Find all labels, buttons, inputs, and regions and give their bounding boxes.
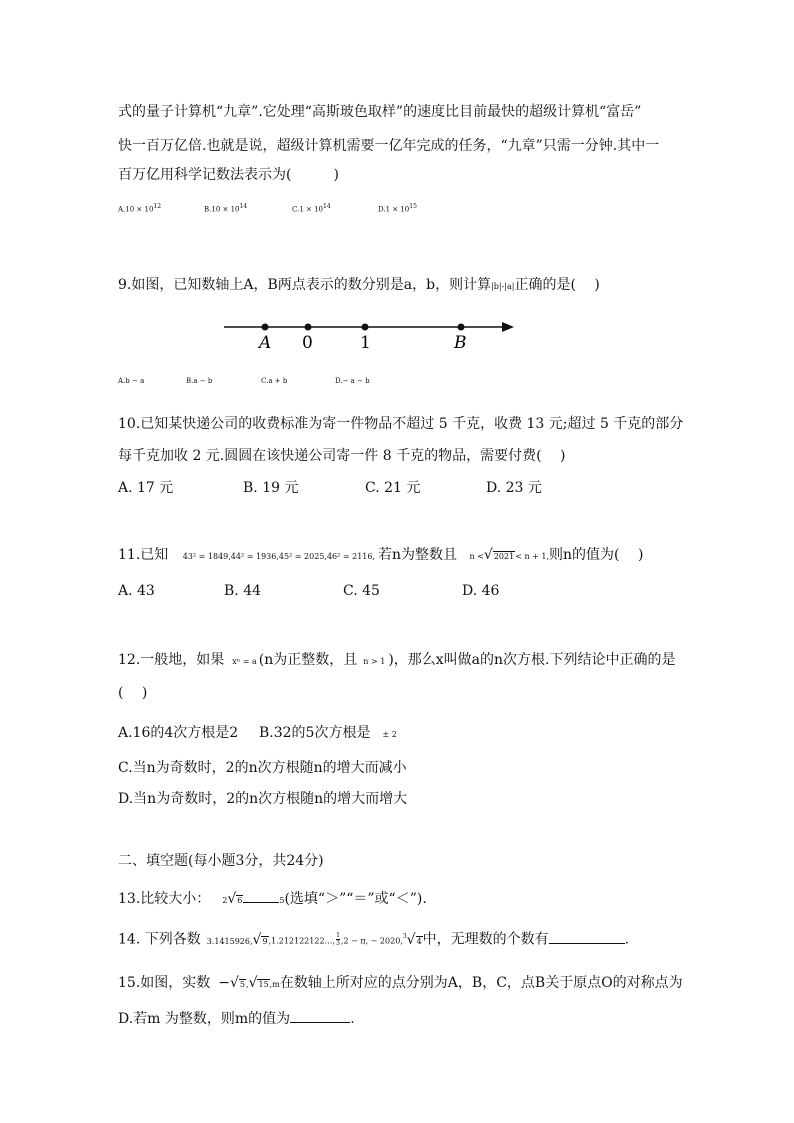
sqrt-6: √6	[227, 891, 243, 907]
q14-line: 14. 下列各数 3.1415926,√9,1.212122122…, $\frac{1}{3}$ ,2 − π, − 2020,$^3$√4中，无理数的个数有 .	[118, 928, 629, 951]
q10-line-1: 10.已知某快递公司的收费标准为寄一件物品不超过 5 千克，收费 13 元;超过 5 千克的部分	[118, 416, 684, 432]
q8-option-d: $D.1 \times 10^{15}$	[378, 203, 417, 214]
q12-line-1: 12.一般地，如果 xⁿ = a (n为正整数，且 n > 1 )，那么x叫做a的n次方根.下列结论中正确的是	[118, 652, 676, 668]
q10-line-2: 每千克加收 2 元.圆圆在该快递公司寄一件 8 千克的物品，需要付费( )	[118, 448, 566, 464]
q12-line-2: ( )	[118, 685, 148, 701]
q8-option-a: $A.10 \times 10^{12}$	[118, 203, 162, 214]
label-0: 0	[302, 333, 313, 353]
q10-option-a: A. 17 元	[118, 480, 174, 496]
point-0-dot	[305, 324, 312, 331]
q11-option-b: B. 44	[224, 583, 262, 599]
q13-line: 13.比较大小： 2√6 5(选填“＞”“＝”或“＜”).	[118, 890, 427, 910]
q11-option-d: D. 46	[462, 583, 500, 599]
q11-option-c: C. 45	[343, 583, 380, 599]
q10-option-d: D. 23 元	[486, 480, 542, 496]
q13-answer-blank[interactable]	[243, 890, 279, 903]
q15-line-2: D.若m 为整数，则m的值为 .	[118, 1011, 355, 1027]
sqrt-2021: √2021	[483, 547, 515, 563]
q11-stem: 11.已知 43² = 1849,44² = 1936,45² = 2025,46² = 2116, 若n为整数且 n <√2021< n + 1,则n的值为( )	[118, 546, 643, 566]
label-a: A	[259, 333, 272, 353]
q8-line-1: 式的量子计算机“九章”.它处理“高斯玻色取样”的速度比目前最快的超级计算机“富岳”	[118, 104, 642, 120]
cube-root-4: √4	[406, 931, 422, 948]
q8-line-3: 百万亿用科学记数法表示为( )	[118, 167, 339, 183]
q14-answer-blank[interactable]	[549, 931, 625, 944]
q11-option-a: A. 43	[118, 583, 155, 599]
number-line-arrow	[502, 322, 514, 332]
sqrt-5: √5	[230, 975, 246, 991]
q9-option-a: A.b − a	[118, 377, 145, 385]
q10-option-c: C. 21 元	[365, 480, 421, 496]
sqrt-15: √15	[248, 975, 269, 991]
q10-option-b: B. 19 元	[243, 480, 299, 496]
point-1-dot	[362, 324, 369, 331]
point-b-dot	[458, 324, 465, 331]
q12-option-d: D.当n为奇数时，2的n次方根随n的增大而增大	[118, 791, 408, 807]
number-line-figure	[222, 316, 518, 356]
q8-option-b: $B.10 \times 10^{14}$	[204, 203, 248, 214]
q8-line-2: 快一百万亿倍.也就是说，超级计算机需要一亿年完成的任务，“九章”只需一分钟.其中一	[118, 138, 660, 154]
q9-option-d: D.− a − b	[335, 377, 370, 385]
fraction-one-third: $\frac{1}{3}$	[336, 932, 340, 948]
point-a-dot	[262, 324, 269, 331]
q15-answer-blank[interactable]	[290, 1010, 350, 1023]
q12-option-a: A.16的4次方根是2	[118, 725, 239, 741]
section-2-title: 二、填空题(每小题3分，共24分)	[118, 853, 324, 869]
q15-line-1: 15.如图，实数 −√5,√15,m在数轴上所对应的点分别为A，B，C，点B关于原点O的对称点为	[118, 974, 683, 994]
q9-option-c: C.a + b	[261, 377, 288, 385]
q9-stem: 9.如图，已知数轴上A，B两点表示的数分别是a，b，则计算|b|-|a|正确的是( )	[118, 277, 600, 293]
q12-option-b: B.32的5次方根是 ± 2	[259, 725, 397, 741]
sqrt-9: √9	[252, 931, 268, 948]
label-1: 1	[360, 333, 371, 353]
q9-option-b: B.a − b	[186, 377, 213, 385]
q12-option-c: C.当n为奇数时，2的n次方根随n的增大而减小	[118, 760, 407, 776]
q8-option-c: $C.1 \times 10^{14}$	[292, 203, 331, 214]
label-b: B	[454, 333, 467, 353]
